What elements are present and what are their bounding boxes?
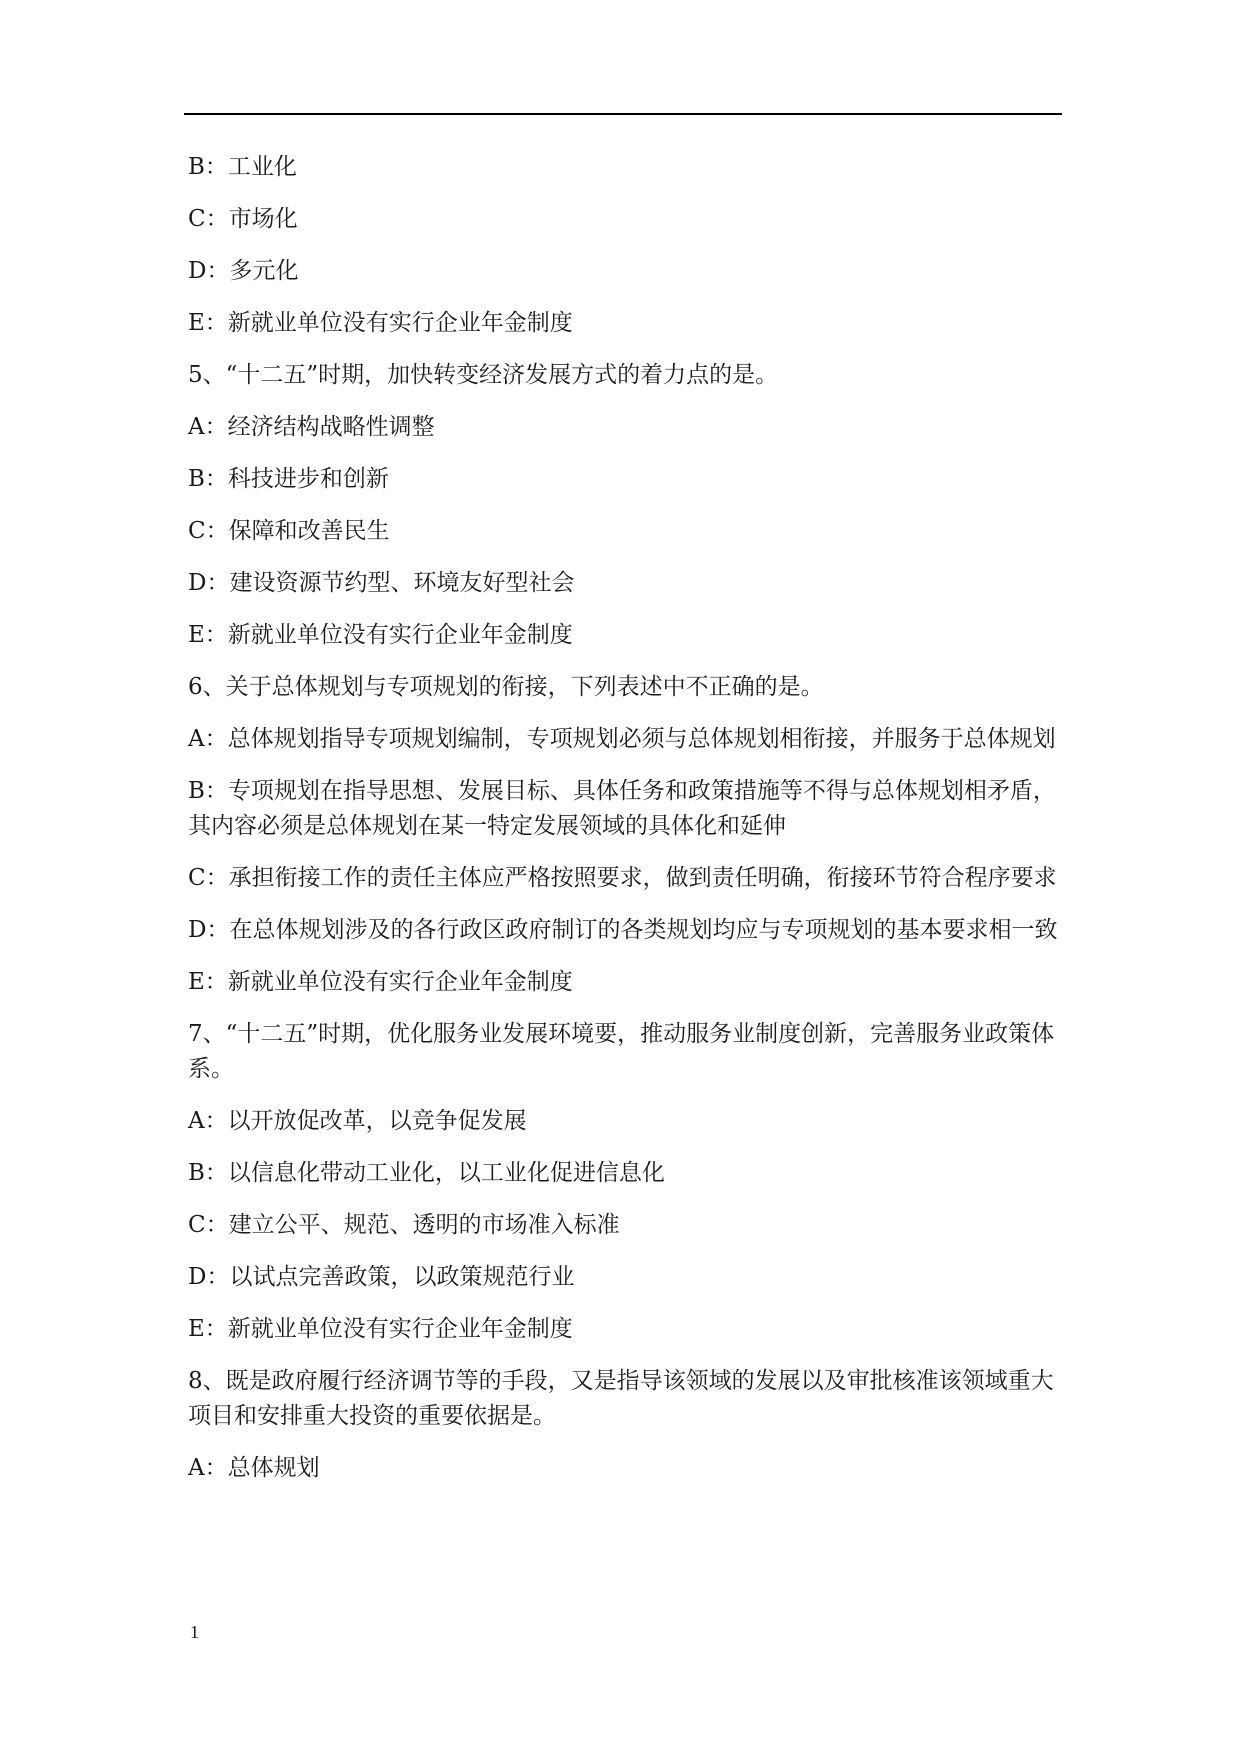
question-line: 6、关于总体规划与专项规划的衔接，下列表述中不正确的是。	[188, 674, 824, 700]
option-line: C：市场化	[188, 206, 298, 232]
option-line: C：承担衔接工作的责任主体应严格按照要求，做到责任明确，衔接环节符合程序要求	[188, 865, 1057, 891]
question-line: 5、“十二五”时期，加快转变经济发展方式的着力点的是。	[188, 362, 779, 388]
option-line: E：新就业单位没有实行企业年金制度	[188, 622, 573, 648]
header-rule	[184, 113, 1062, 115]
option-line: A：以开放促改革，以竞争促发展	[188, 1108, 527, 1134]
document-body	[188, 150, 1058, 1503]
option-line: D：以试点完善政策，以政策规范行业	[188, 1264, 575, 1290]
option-line: D：在总体规划涉及的各行政区政府制订的各类规划均应与专项规划的基本要求相一致	[188, 917, 1058, 943]
option-line: C：保障和改善民生	[188, 518, 390, 544]
option-line: D：多元化	[188, 258, 299, 284]
question-line: 8、既是政府履行经济调节等的手段，又是指导该领域的发展以及审批核准该领域重大项目和安排重大投资的重要依据是。	[188, 1368, 1054, 1429]
option-line: B：以信息化带动工业化，以工业化促进信息化	[188, 1160, 665, 1186]
option-line: A：总体规划指导专项规划编制，专项规划必须与总体规划相衔接，并服务于总体规划	[188, 726, 1056, 752]
question-line: 7、“十二五”时期，优化服务业发展环境要，推动服务业制度创新，完善服务业政策体系。	[188, 1021, 1055, 1082]
page-number: 1	[190, 1622, 199, 1642]
option-line: A：经济结构战略性调整	[188, 414, 435, 440]
option-line: B：科技进步和创新	[188, 466, 389, 492]
option-line: E：新就业单位没有实行企业年金制度	[188, 1316, 573, 1342]
option-line: E：新就业单位没有实行企业年金制度	[188, 969, 573, 995]
option-line: D：建设资源节约型、环境友好型社会	[188, 570, 575, 596]
option-line: E：新就业单位没有实行企业年金制度	[188, 310, 573, 336]
option-line: B：专项规划在指导思想、发展目标、具体任务和政策措施等不得与总体规划相矛盾，其内容必须是总体规划在某一特定发展领域的具体化和延伸	[188, 778, 1056, 839]
option-line: C：建立公平、规范、透明的市场准入标准	[188, 1212, 620, 1238]
option-line: A：总体规划	[188, 1455, 320, 1481]
option-line: B：工业化	[188, 154, 297, 180]
